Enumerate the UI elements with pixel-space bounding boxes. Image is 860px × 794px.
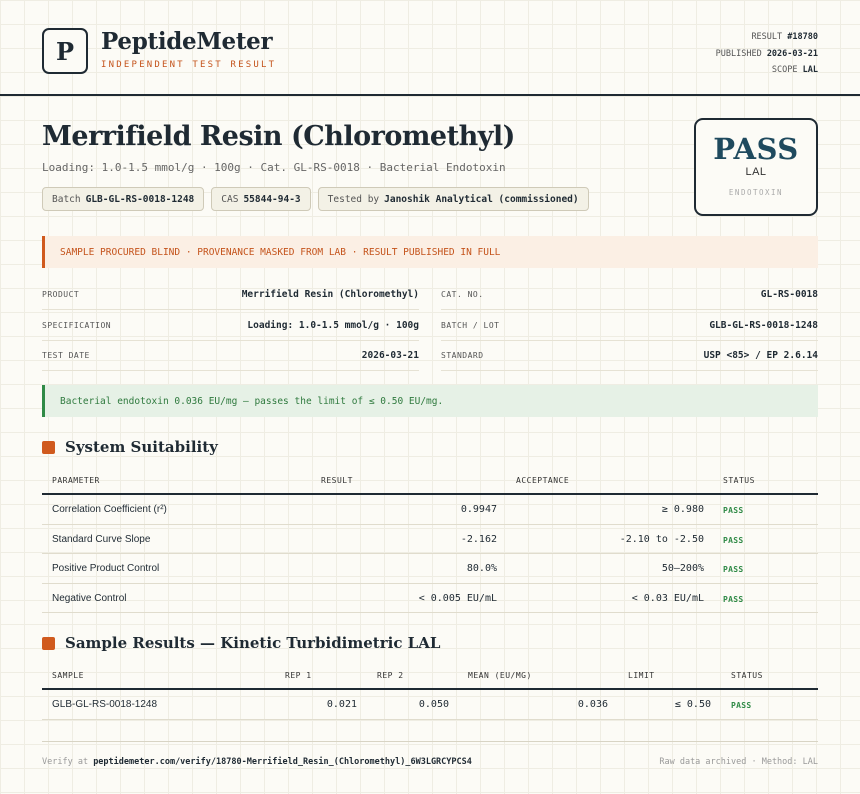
status-badge: PASS bbox=[731, 701, 752, 710]
column-header: PARAMETER bbox=[52, 476, 100, 485]
brand-name: PeptideMeter bbox=[101, 28, 273, 55]
logo-icon: P bbox=[42, 28, 88, 74]
cell-result: < 0.005 EU/mL bbox=[418, 592, 497, 604]
verdict-method: LAL bbox=[745, 166, 767, 178]
section-title: System Suitability bbox=[65, 438, 218, 456]
chip-label: Tested by bbox=[327, 193, 380, 205]
status-badge: PASS bbox=[723, 535, 744, 545]
published-label: PUBLISHED bbox=[715, 48, 762, 59]
product-title: Merrifield Resin (Chloromethyl) bbox=[42, 121, 515, 152]
cell-result: -2.162 bbox=[460, 533, 497, 545]
info-value: 2026-03-21 bbox=[361, 350, 419, 361]
info-key: BATCH / LOT bbox=[441, 321, 500, 330]
chip-value: GLB-GL-RS-0018-1248 bbox=[85, 193, 195, 205]
verdict-text: PASS bbox=[713, 132, 799, 166]
cell-acceptance: < 0.03 EU/mL bbox=[631, 592, 704, 604]
tested-by-chip bbox=[318, 187, 589, 211]
cell-acceptance: 50–200% bbox=[661, 563, 704, 574]
result-id-label: RESULT bbox=[751, 32, 783, 42]
verify-line bbox=[42, 757, 472, 767]
cell-parameter: Correlation Coefficient (r²) bbox=[52, 504, 167, 515]
chip-value: 55844-94-3 bbox=[243, 193, 301, 205]
table-header bbox=[42, 466, 818, 495]
info-value: GLB-GL-RS-0018-1248 bbox=[709, 320, 818, 331]
cell-limit: ≤ 0.50 bbox=[674, 699, 711, 710]
table-row bbox=[42, 495, 818, 525]
result-id-value: #18780 bbox=[787, 32, 818, 42]
table-header bbox=[42, 661, 818, 690]
info-key: STANDARD bbox=[441, 351, 484, 360]
info-row-product bbox=[42, 280, 419, 310]
cell-parameter: Standard Curve Slope bbox=[52, 533, 151, 545]
info-key: SPECIFICATION bbox=[42, 321, 112, 330]
batch-chip bbox=[42, 187, 204, 211]
verify-prefix: Verify at bbox=[42, 757, 89, 767]
info-row-test-date bbox=[42, 341, 419, 371]
cell-rep1: 0.021 bbox=[326, 699, 357, 710]
table-row bbox=[42, 690, 818, 720]
cell-rep2: 0.050 bbox=[418, 699, 449, 710]
product-chips bbox=[42, 187, 589, 211]
info-key: CAT. NO. bbox=[441, 290, 484, 299]
info-row-cat-no bbox=[441, 280, 818, 310]
table-row bbox=[42, 554, 818, 584]
cell-result: 0.9947 bbox=[460, 504, 497, 515]
chip-value: Janoshik Analytical (commissioned) bbox=[384, 193, 579, 205]
cell-acceptance: -2.10 to -2.50 bbox=[619, 533, 704, 545]
column-header: SAMPLE bbox=[52, 671, 84, 680]
sample-results-heading bbox=[42, 634, 440, 652]
cas-chip bbox=[211, 187, 310, 211]
section-marker-icon bbox=[42, 637, 55, 650]
published-value: 2026-03-21 bbox=[766, 48, 818, 59]
status-badge: PASS bbox=[723, 594, 744, 604]
verdict-badge bbox=[694, 118, 818, 216]
cell-mean: 0.036 bbox=[577, 699, 608, 710]
cell-parameter: Positive Product Control bbox=[52, 563, 160, 574]
brand-tagline: INDEPENDENT TEST RESULT bbox=[101, 60, 277, 70]
column-header: RESULT bbox=[321, 476, 353, 485]
table-row bbox=[42, 584, 818, 614]
suitability-heading bbox=[42, 438, 218, 456]
published-line bbox=[716, 46, 818, 63]
chip-label: Batch bbox=[52, 193, 81, 205]
verdict-category: ENDOTOXIN bbox=[728, 188, 784, 197]
scope-line bbox=[716, 62, 818, 79]
status-badge: PASS bbox=[723, 506, 744, 515]
cell-acceptance: ≥ 0.980 bbox=[661, 504, 704, 515]
product-subtitle: Loading: 1.0-1.5 mmol/g · 100g · Cat. GL-RS-0018 · Bacterial Endotoxin bbox=[42, 161, 506, 174]
section-title: Sample Results — Kinetic Turbidimetric LAL bbox=[65, 634, 441, 652]
column-header: MEAN (EU/MG) bbox=[468, 671, 532, 680]
info-key: PRODUCT bbox=[42, 290, 80, 299]
status-badge: PASS bbox=[723, 565, 744, 574]
report-footer bbox=[42, 741, 818, 767]
footer-method-note: Raw data archived · Method: LAL bbox=[659, 757, 818, 767]
info-row-specification bbox=[42, 311, 419, 341]
verify-link[interactable]: peptidemeter.com/verify/18780-Merrifield_Resin_(Chloromethyl)_6W3LGRCYPCS4 bbox=[93, 757, 472, 767]
scope-value: LAL bbox=[802, 65, 818, 75]
cell-parameter: Negative Control bbox=[52, 592, 127, 604]
column-header: STATUS bbox=[723, 476, 755, 485]
suitability-table bbox=[42, 466, 818, 613]
info-value: Merrifield Resin (Chloromethyl) bbox=[241, 289, 419, 300]
column-header: REP 2 bbox=[377, 671, 404, 680]
scope-label: SCOPE bbox=[771, 65, 798, 75]
chip-label: CAS bbox=[221, 193, 239, 205]
column-header: ACCEPTANCE bbox=[516, 476, 570, 485]
result-id-line bbox=[716, 29, 818, 46]
info-value: GL-RS-0018 bbox=[760, 289, 818, 300]
column-header: LIMIT bbox=[628, 671, 655, 680]
table-row bbox=[42, 525, 818, 555]
info-value: USP <85> / EP 2.6.14 bbox=[703, 350, 818, 361]
info-row-standard bbox=[441, 341, 818, 371]
report-header bbox=[0, 0, 860, 96]
sample-results-table bbox=[42, 661, 818, 720]
procurement-notice: SAMPLE PROCURED BLIND · PROVENANCE MASKED FROM LAB · RESULT PUBLISHED IN FULL bbox=[42, 236, 818, 268]
column-header: STATUS bbox=[731, 671, 763, 680]
result-summary: Bacterial endotoxin 0.036 EU/mg — passes the limit of ≤ 0.50 EU/mg. bbox=[42, 385, 818, 417]
column-header: REP 1 bbox=[285, 671, 312, 680]
cell-result: 80.0% bbox=[466, 563, 497, 574]
info-key: TEST DATE bbox=[42, 351, 90, 360]
info-value: Loading: 1.0-1.5 mmol/g · 100g bbox=[247, 320, 419, 331]
section-marker-icon bbox=[42, 441, 55, 454]
cell-sample: GLB-GL-RS-0018-1248 bbox=[52, 699, 158, 710]
info-row-batch-lot bbox=[441, 311, 818, 341]
report-meta bbox=[716, 29, 818, 79]
